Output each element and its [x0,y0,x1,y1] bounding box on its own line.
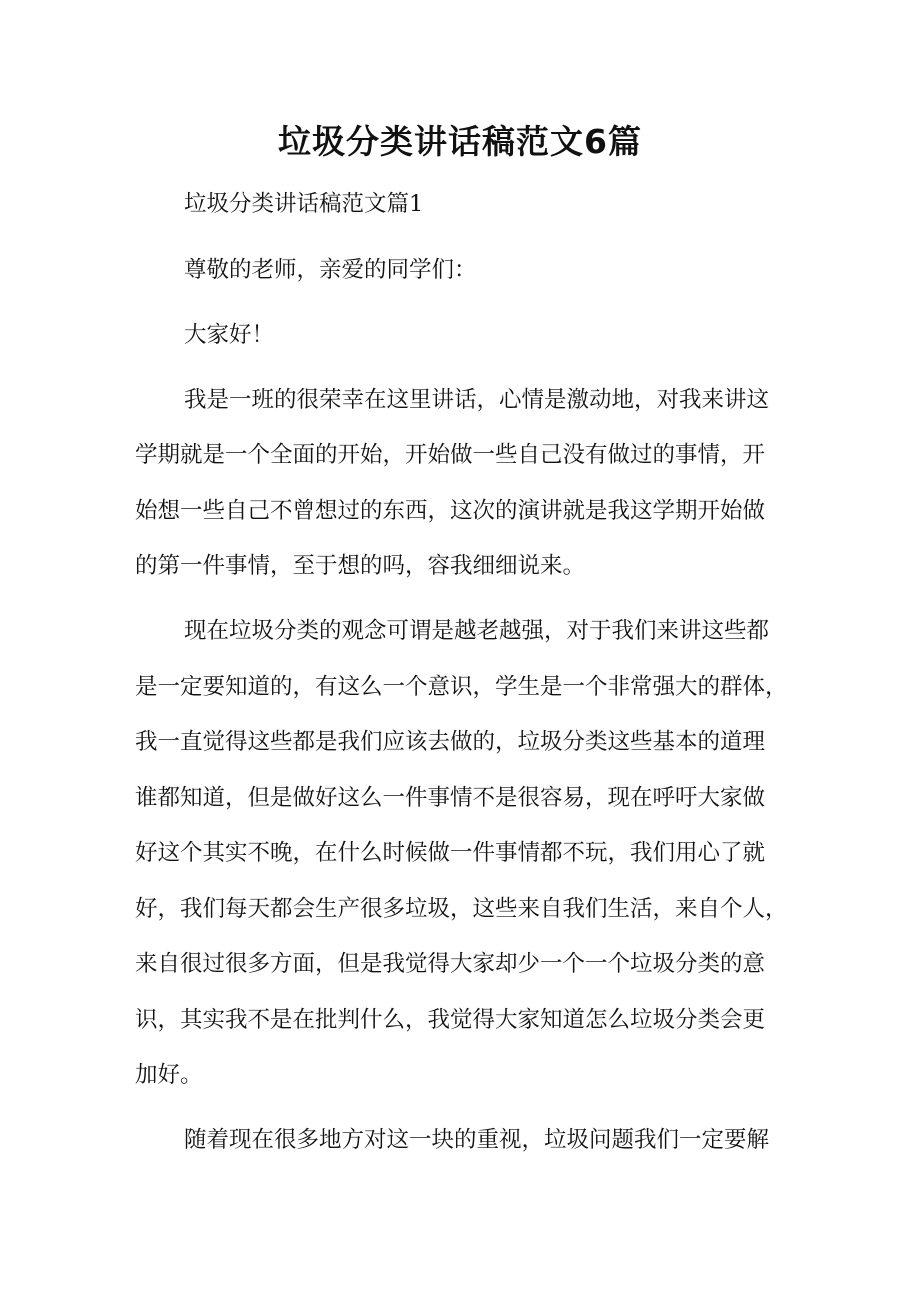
salutation: 尊敬的老师，亲爱的同学们： [184,257,477,283]
paragraph-2-line-6: 好，我们每天都会生产很多垃圾，这些来自我们生活，来自个人， [135,896,788,922]
document-title: 垃圾分类讲话稿范文6篇 [278,122,642,161]
paragraph-2-line-2: 是一定要知道的，有这么一个意识，学生是一个非常强大的群体， [135,674,788,700]
paragraph-2-line-5: 好这个其实不晚，在什么时候做一件事情都不玩，我们用心了就 [135,840,766,866]
paragraph-1-line-3: 始想一些自己不曾想过的东西，这次的演讲就是我这学期开始做 [135,498,766,524]
paragraph-1-line-1: 我是一班的很荣幸在这里讲话，心情是激动地，对我来讲这 [184,387,770,413]
paragraph-2-line-7: 来自很过很多方面，但是我觉得大家却少一个一个垃圾分类的意 [135,951,766,977]
section-heading: 垃圾分类讲话稿范文篇1 [184,191,424,217]
paragraph-1-line-2: 学期就是一个全面的开始，开始做一些自己没有做过的事情，开 [135,442,766,468]
paragraph-2-line-1: 现在垃圾分类的观念可谓是越老越强，对于我们来讲这些都 [184,618,770,644]
paragraph-2-line-4: 谁都知道，但是做好这么一件事情不是很容易，现在呼吁大家做 [135,785,766,811]
paragraph-1-line-4: 的第一件事情，至于想的吗，容我细细说来。 [135,553,586,579]
paragraph-2-line-3: 我一直觉得这些都是我们应该去做的，垃圾分类这些基本的道理 [135,729,766,755]
paragraph-2-line-9: 加好。 [135,1062,203,1088]
greeting: 大家好！ [184,322,275,348]
paragraph-3-line-1: 随着现在很多地方对这一块的重视，垃圾问题我们一定要解 [184,1127,770,1153]
paragraph-2-line-8: 识，其实我不是在批判什么，我觉得大家知道怎么垃圾分类会更 [135,1007,766,1033]
